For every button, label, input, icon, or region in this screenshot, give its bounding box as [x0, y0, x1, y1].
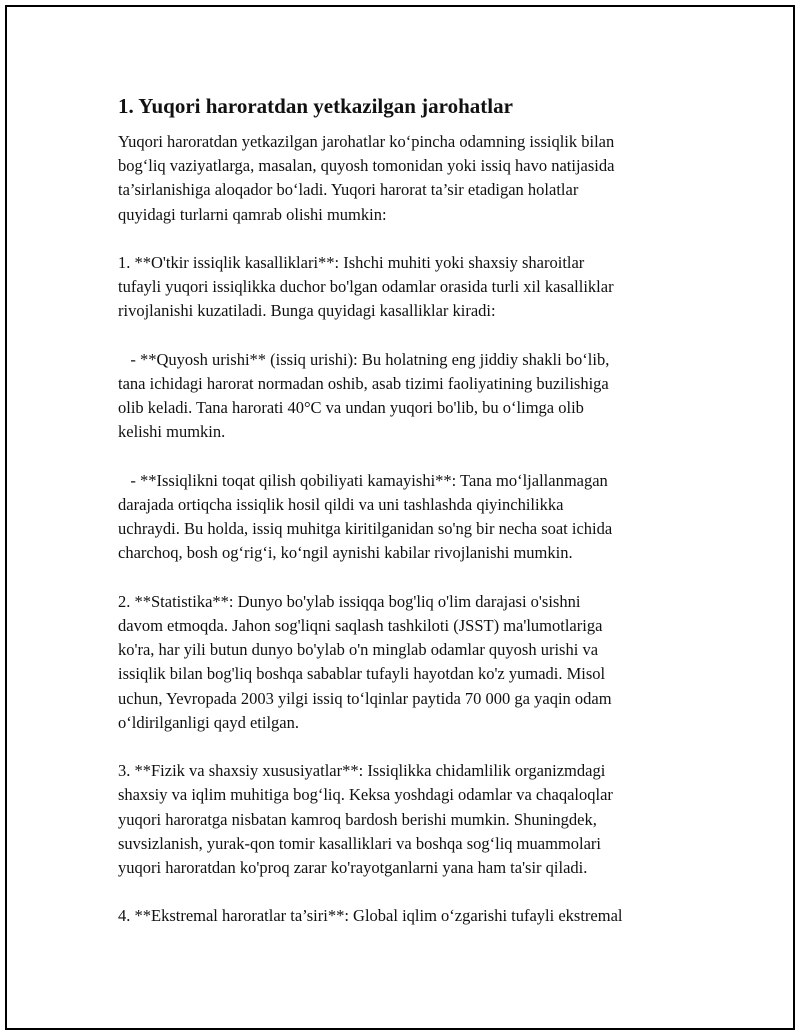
- text-line: shaxsiy va iqlim muhitiga bog‘liq. Keksa yoshdagi odamlar va chaqaloqlar: [118, 785, 613, 805]
- text-line: charchoq, bosh og‘rig‘i, ko‘ngil aynishi kabilar rivojlanishi mumkin.: [118, 543, 573, 563]
- text-line: tufayli yuqori issiqlikka duchor bo'lgan odamlar orasida turli xil kasalliklar: [118, 277, 614, 297]
- text-line: 4. **Ekstremal haroratlar ta’siri**: Global iqlim o‘zgarishi tufayli ekstremal: [118, 906, 623, 926]
- document-body: [118, 92, 688, 953]
- subitem-heat-tolerance-paragraph: [118, 469, 688, 566]
- text-line: Yuqori haroratdan yetkazilgan jarohatlar ko‘pincha odamning issiqlik bilan: [118, 132, 615, 151]
- text-line: bog‘liq vaziyatlarga, masalan, quyosh tomonidan yoki issiq havo natijasida: [118, 156, 615, 176]
- item-4-paragraph: [118, 904, 688, 928]
- text-line: kelishi mumkin.: [118, 422, 226, 442]
- text-line: 1. **O'tkir issiqlik kasalliklari**: Ishchi muhiti yoki shaxsiy sharoitlar: [118, 253, 585, 272]
- text-line: 2. **Statistika**: Dunyo bo'ylab issiqqa bog'liq o'lim darajasi o'sishni: [118, 591, 581, 611]
- text-line: darajada ortiqcha issiqlik hosil qildi va uni tashlashda qiyinchilikka: [118, 495, 564, 514]
- section-heading: 1. Yuqori haroratdan yetkazilgan jarohatlar: [118, 94, 513, 118]
- item-3-paragraph: [118, 759, 688, 880]
- text-line: ta’sirlanishiga aloqador bo‘ladi. Yuqori harorat ta’sir etadigan holatlar: [118, 180, 579, 200]
- text-line: - **Quyosh urishi** (issiq urishi): Bu holatning eng jiddiy shakli bo‘lib,: [118, 349, 610, 369]
- text-line: uchraydi. Bu holda, issiq muhitga kiritilganidan so'ng bir necha soat ichida: [118, 519, 613, 539]
- item-2-paragraph: [118, 590, 688, 735]
- text-line: ko'ra, har yili butun dunyo bo'ylab o'n minglab odamlar quyosh urishi va: [118, 640, 599, 660]
- text-line: o‘ldirilganligi qayd etilgan.: [118, 712, 300, 732]
- text-line: olib keladi. Tana harorati 40°C va undan yuqori bo'lib, bu o‘limga olib: [118, 398, 584, 418]
- text-line: rivojlanishi kuzatiladi. Bunga quyidagi kasalliklar kiradi:: [118, 301, 496, 321]
- item-1-paragraph: [118, 251, 688, 324]
- text-line: tana ichidagi harorat normadan oshib, asab tizimi faoliyatining buzilishiga: [118, 374, 609, 393]
- text-line: yuqori haroratga nisbatan kamroq bardosh berishi mumkin. Shuningdek,: [118, 809, 597, 829]
- text-line: suvsizlanish, yurak-qon tomir kasalliklari va boshqa sog‘liq muammolari: [118, 833, 601, 853]
- text-line: 3. **Fizik va shaxsiy xususiyatlar**: Issiqlikka chidamlilik organizmdagi: [118, 761, 606, 781]
- text-line: uchun, Yevropada 2003 yilgi issiq to‘lqinlar paytida 70 000 ga yaqin odam: [118, 688, 612, 708]
- text-line: issiqlik bilan bog'liq boshqa sabablar tufayli hayotdan ko'z yumadi. Misol: [118, 664, 606, 684]
- intro-paragraph: [118, 130, 688, 227]
- text-line: yuqori haroratdan ko'proq zarar ko'rayotganlarni yana ham ta'sir qiladi.: [118, 858, 588, 878]
- text-line: - **Issiqlikni toqat qilish qobiliyati kamayishi**: Tana mo‘ljallanmagan: [118, 470, 608, 490]
- text-line: davom etmoqda. Jahon sog'liqni saqlash tashkiloti (JSST) ma'lumotlariga: [118, 616, 603, 635]
- text-line: quyidagi turlarni qamrab olishi mumkin:: [118, 204, 387, 224]
- subitem-sunstroke-paragraph: [118, 348, 688, 445]
